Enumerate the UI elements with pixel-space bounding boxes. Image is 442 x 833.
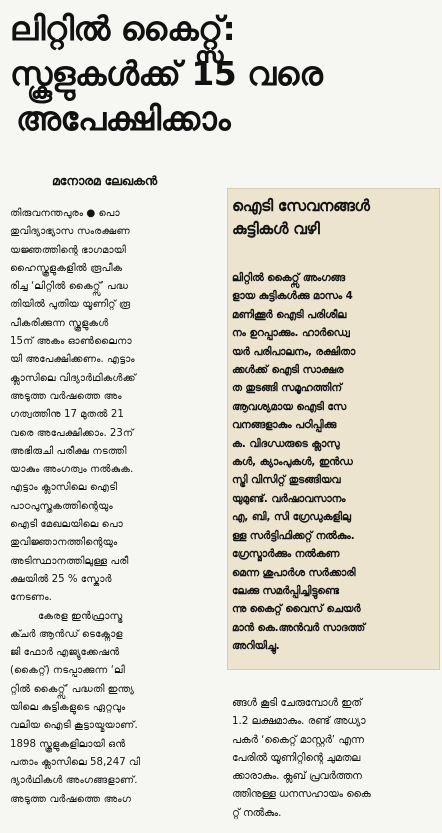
body-line: ക്ചർ ആൻഡ് ടെക്നോള	[10, 628, 123, 640]
article-body	[10, 205, 224, 809]
body-line: ദ്യാർഥികൾ അംഗങ്ങളാണ്.	[10, 775, 138, 787]
body-line: വരെ അപേക്ഷിക്കാം. 23ന്	[10, 427, 134, 439]
body-line: അടിസ്ഥാനത്തിലുള്ള പരീ	[10, 555, 129, 567]
sidebar-title	[232, 195, 432, 241]
sidebar-line: എ, ബി, സി ഗ്രേഡുകളിലു	[232, 511, 351, 524]
body-line: പാഠപുസ്തകത്തിന്റെയും	[10, 500, 113, 512]
body-line: യാകും അംഗത്വം നൽകുക.	[10, 464, 134, 476]
sidebar-line: ഗ്രേസ്മാർക്കും നൽകണ	[232, 548, 340, 561]
sidebar-title-line-1: ഐടി സേവനങ്ങൾ	[232, 197, 370, 215]
body-line: തുവിദ്യാഭ്യാസ സംരക്ഷണ	[10, 226, 130, 238]
body-line: അടുത്ത വർഷത്തെ അം	[10, 390, 122, 402]
body-line: 15ന് അകം ഓൺലൈനാ	[10, 336, 132, 348]
sidebar-line: അറിയിച്ചു.	[232, 640, 280, 653]
sidebar-line: കൾ, ക്യാംപുകൾ, ഇൻഡ	[232, 456, 353, 469]
sidebar-line: ന്നു കൈറ്റ് വൈസ് ചെയർ	[232, 603, 361, 616]
headline	[10, 6, 434, 141]
sidebar-line: വനങ്ങളാകും പഠിപ്പിക്കു	[232, 419, 337, 432]
sidebar-line: മണിക്കൂർ ഐടി പരിശീല	[232, 308, 347, 321]
body-line: ഹൈസ്കൂളുകളിൽ രൂപീക	[10, 262, 123, 274]
body-line: ക്ഷയിൽ 25 % സ്കോർ	[10, 573, 112, 585]
body-line: ഐടി മേഖലയിലെ പൊ	[10, 519, 123, 531]
body-line: റ്റിൽ കൈറ്റ്സ്’ പദ്ധതി ഇന്ത്യ	[10, 683, 134, 695]
continuation-line: ക്കാരാകും. ക്ലബ് പ്രവർത്തന	[232, 770, 362, 783]
sidebar-title-line-2: കുട്ടികൾ വഴി	[232, 220, 320, 238]
sidebar-body	[232, 269, 432, 656]
sidebar-line: ലിറ്റിൽ കൈറ്റ്സ് അംഗങ്ങ	[232, 272, 345, 284]
body-line: പതാം ക്ലാസിലെ 58,247 വി	[10, 756, 141, 768]
headline-line-1: ലിറ്റിൽ കൈറ്റ്സ്:	[10, 9, 236, 48]
sidebar-line: സ്ട്രി വിസിറ്റ് തുടങ്ങിയവ	[232, 474, 341, 487]
article-continuation	[232, 694, 436, 822]
body-line: എട്ടാം ക്ലാസിലെ ഐടി	[10, 482, 118, 494]
body-line: കേരള ഇൻഫ്രാസ്ട്ര	[38, 610, 123, 622]
sidebar-line: ത തുടങ്ങി സമൂഹത്തിന്	[232, 382, 342, 395]
sidebar-line: ലേക്കു സമർപ്പിച്ചിട്ടുണ്ടെ	[232, 584, 339, 597]
body-line: തുവിജ്ഞാനത്തിന്റെയും	[10, 537, 118, 549]
continuation-line: 1.2 ലക്ഷമാകും. രണ്ട് അധ്യാ	[232, 715, 366, 728]
byline: മനോരമ ലേഖകൻ	[52, 173, 157, 188]
continuation-line: റ്റ് നൽകും.	[232, 806, 282, 819]
sidebar-line: മാൻ കെ.അൻവർ സാദത്ത്	[232, 621, 365, 634]
body-line: ഗത്വത്തിനു 17 മുതൽ 21	[10, 409, 124, 421]
body-line: അഭിരുചി പരീക്ഷ നടത്തി	[10, 445, 127, 457]
sidebar-line: ആവശ്യമായ ഐടി സേ	[232, 400, 347, 413]
continuation-line: ങ്ങൾ കൂടി ചേരുമ്പോൾ ഇത്	[232, 697, 362, 709]
body-line: പീകരിക്കുന്ന സ്കൂളുകൾ	[10, 317, 109, 329]
body-line: തിരുവനന്തപുരം ● പൊ	[10, 208, 120, 219]
sidebar-line: നം ഉറപ്പാക്കും. ഹാർഡ്വെ	[232, 327, 350, 340]
article-lines	[10, 205, 224, 809]
body-line: രിച്ച ‘ലിറ്റിൽ കൈറ്റ്സ്’ പദ്ധ	[10, 281, 129, 293]
headline-line-3: അപേക്ഷിക്കാം	[16, 99, 231, 138]
body-line: (കൈറ്റ്) നടപ്പാക്കുന്ന ‘ലി	[10, 665, 125, 677]
continuation-line: ത്തിനുള്ള ധനസഹായം കൈ	[232, 788, 371, 801]
sidebar-line: യുമുണ്ട്. വർഷാവസാനം	[232, 492, 346, 505]
body-line: യിലെ കുട്ടികളുടെ ഏറ്റവും	[10, 702, 126, 714]
body-line: നേടണം.	[10, 592, 52, 604]
sidebar-line: ക്കൾക്ക് ഐടി സാക്ഷര	[232, 364, 344, 377]
sidebar-line: മെന്ന ശുപാർശ സർക്കാരി	[232, 566, 356, 579]
body-line: യി അപേക്ഷിക്കണം. എട്ടാം	[10, 354, 135, 366]
sidebar-line: ള്ള സർട്ടിഫിക്കറ്റ് നൽകും.	[232, 529, 355, 542]
body-line: യജ്ഞത്തിന്റെ ഭാഗമായി	[10, 244, 126, 256]
body-line: വലിയ ഐടി കൂട്ടായ്മയാണ്.	[10, 720, 138, 732]
body-line: അടുത്ത വർഷത്തെ അംഗ	[10, 793, 131, 805]
body-line: ജി ഫോർ എജ്യുക്കേഷൻ	[10, 647, 120, 659]
sidebar-line: ക. വിദഗ്ധരുടെ ക്ലാസു	[232, 437, 340, 450]
headline-line-2: സ്കൂളുകൾക്ക് 15 വരെ	[10, 54, 323, 93]
sidebar-line: ളായ കുട്ടികൾക്കു മാസം 4	[232, 290, 353, 303]
sidebar-line: യർ പരിപാലനം, രക്ഷിതാ	[232, 345, 356, 358]
continuation-line: പേരിൽ യൂണിറ്റിന്റെ ചുമതല	[232, 751, 361, 764]
body-line: 1898 സ്കൂളുകളിലായി ഒൻ	[10, 738, 126, 750]
body-line: തിയിൽ പുതിയ യൂണിറ്റ് രൂ	[10, 299, 131, 311]
continuation-line: പകർ ‘കൈറ്റ് മാസ്റ്റർ’ എന്ന	[232, 733, 364, 746]
body-line: ക്ലാസിലെ വിദ്യാർഥികൾക്ക്	[10, 372, 136, 384]
